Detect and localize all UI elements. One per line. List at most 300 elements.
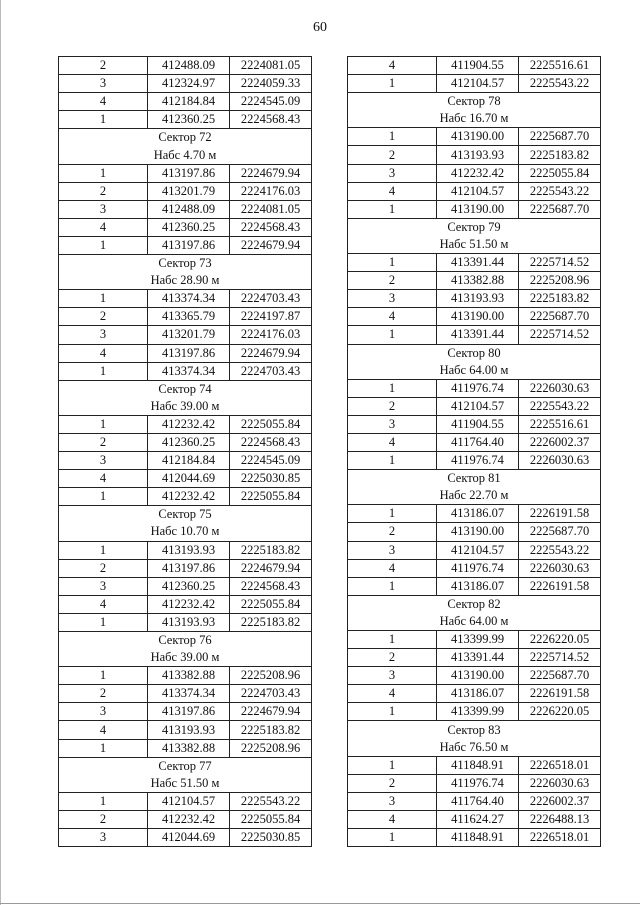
sector-title: Сектор 82 xyxy=(348,595,601,613)
coordinates-table-right xyxy=(347,56,601,847)
sector-title: Сектор 75 xyxy=(59,506,312,524)
y-coordinate-cell: 2225687.70 xyxy=(519,128,601,146)
point-number-cell: 3 xyxy=(348,164,437,182)
x-coordinate-cell: 411764.40 xyxy=(437,433,519,451)
table-row xyxy=(59,308,312,326)
table-row xyxy=(348,290,601,308)
x-coordinate-cell: 412324.97 xyxy=(148,75,230,93)
point-number-cell: 1 xyxy=(348,505,437,523)
y-coordinate-cell: 2225183.82 xyxy=(230,721,312,739)
point-number-cell: 4 xyxy=(348,559,437,577)
point-number-cell: 1 xyxy=(348,254,437,272)
y-coordinate-cell: 2225516.61 xyxy=(519,57,601,75)
sector-height: Набс 22.70 м xyxy=(348,487,601,505)
point-number-cell: 2 xyxy=(59,308,148,326)
y-coordinate-cell: 2224081.05 xyxy=(230,57,312,75)
x-coordinate-cell: 413391.44 xyxy=(437,326,519,344)
table-row xyxy=(59,57,312,75)
point-number-cell: 2 xyxy=(348,523,437,541)
point-number-cell: 1 xyxy=(59,415,148,433)
y-coordinate-cell: 2224679.94 xyxy=(230,236,312,254)
sector-title-row xyxy=(348,93,601,111)
point-number-cell: 1 xyxy=(348,703,437,721)
sector-title: Сектор 77 xyxy=(59,757,312,775)
sector-title-row xyxy=(59,632,312,650)
point-number-cell: 1 xyxy=(59,111,148,129)
sector-title: Сектор 73 xyxy=(59,255,312,273)
sector-title-row xyxy=(59,506,312,524)
sector-title-row xyxy=(59,255,312,273)
point-number-cell: 2 xyxy=(348,272,437,290)
y-coordinate-cell: 2225183.82 xyxy=(230,541,312,559)
x-coordinate-cell: 413197.86 xyxy=(148,164,230,182)
point-number-cell: 3 xyxy=(59,829,148,847)
x-coordinate-cell: 412360.25 xyxy=(148,218,230,236)
point-number-cell: 3 xyxy=(348,792,437,810)
sector-height: Набс 39.00 м xyxy=(59,649,312,667)
x-coordinate-cell: 413186.07 xyxy=(437,685,519,703)
x-coordinate-cell: 412232.42 xyxy=(148,810,230,828)
point-number-cell: 1 xyxy=(59,362,148,380)
x-coordinate-cell: 412044.69 xyxy=(148,829,230,847)
page-number: 60 xyxy=(313,20,327,35)
table-row xyxy=(348,128,601,146)
point-number-cell: 4 xyxy=(348,57,437,75)
y-coordinate-cell: 2225714.52 xyxy=(519,326,601,344)
y-coordinate-cell: 2224703.43 xyxy=(230,685,312,703)
point-number-cell: 1 xyxy=(348,631,437,649)
table-row xyxy=(59,362,312,380)
table-row xyxy=(348,685,601,703)
y-coordinate-cell: 2226002.37 xyxy=(519,792,601,810)
sector-title-row xyxy=(348,344,601,362)
point-number-cell: 2 xyxy=(59,433,148,451)
table-row xyxy=(59,810,312,828)
y-coordinate-cell: 2224703.43 xyxy=(230,290,312,308)
sector-height: Набс 64.00 м xyxy=(348,362,601,380)
x-coordinate-cell: 411976.74 xyxy=(437,379,519,397)
point-number-cell: 1 xyxy=(59,541,148,559)
point-number-cell: 4 xyxy=(59,93,148,111)
table-row xyxy=(348,272,601,290)
y-coordinate-cell: 2225687.70 xyxy=(519,667,601,685)
point-number-cell: 1 xyxy=(59,739,148,757)
table-row xyxy=(59,685,312,703)
table-row xyxy=(348,75,601,93)
point-number-cell: 2 xyxy=(59,182,148,200)
point-number-cell: 4 xyxy=(348,685,437,703)
x-coordinate-cell: 412184.84 xyxy=(148,93,230,111)
y-coordinate-cell: 2225714.52 xyxy=(519,649,601,667)
sector-height-row xyxy=(348,236,601,254)
x-coordinate-cell: 413193.93 xyxy=(437,146,519,164)
point-number-cell: 4 xyxy=(59,470,148,488)
point-number-cell: 2 xyxy=(59,559,148,577)
x-coordinate-cell: 412360.25 xyxy=(148,577,230,595)
table-row xyxy=(59,470,312,488)
point-number-cell: 1 xyxy=(59,792,148,810)
y-coordinate-cell: 2226488.13 xyxy=(519,810,601,828)
y-coordinate-cell: 2224568.43 xyxy=(230,577,312,595)
table-row xyxy=(59,703,312,721)
x-coordinate-cell: 411848.91 xyxy=(437,829,519,847)
table-row xyxy=(59,93,312,111)
x-coordinate-cell: 411976.74 xyxy=(437,774,519,792)
sector-title: Сектор 78 xyxy=(348,93,601,111)
y-coordinate-cell: 2225208.96 xyxy=(519,272,601,290)
x-coordinate-cell: 411904.55 xyxy=(437,57,519,75)
table-row xyxy=(59,164,312,182)
y-coordinate-cell: 2226030.63 xyxy=(519,452,601,470)
x-coordinate-cell: 412104.57 xyxy=(148,792,230,810)
sector-height-row xyxy=(59,272,312,290)
y-coordinate-cell: 2225687.70 xyxy=(519,523,601,541)
point-number-cell: 3 xyxy=(59,703,148,721)
point-number-cell: 1 xyxy=(348,379,437,397)
table-row xyxy=(59,344,312,362)
y-coordinate-cell: 2226191.58 xyxy=(519,577,601,595)
y-coordinate-cell: 2225030.85 xyxy=(230,829,312,847)
sector-height: Набс 51.50 м xyxy=(59,775,312,793)
table-row xyxy=(348,308,601,326)
x-coordinate-cell: 413186.07 xyxy=(437,505,519,523)
sector-title-row xyxy=(348,721,601,739)
page-edge-bottom xyxy=(0,903,640,904)
point-number-cell: 4 xyxy=(348,810,437,828)
sector-title: Сектор 72 xyxy=(59,129,312,147)
x-coordinate-cell: 413197.86 xyxy=(148,344,230,362)
sector-height: Набс 4.70 м xyxy=(59,146,312,164)
sector-title: Сектор 76 xyxy=(59,632,312,650)
table-row xyxy=(59,326,312,344)
x-coordinate-cell: 413193.93 xyxy=(148,541,230,559)
table-row xyxy=(59,218,312,236)
x-coordinate-cell: 413186.07 xyxy=(437,577,519,595)
y-coordinate-cell: 2225183.82 xyxy=(230,613,312,631)
x-coordinate-cell: 411764.40 xyxy=(437,792,519,810)
sector-height-row xyxy=(59,649,312,667)
point-number-cell: 1 xyxy=(348,200,437,218)
y-coordinate-cell: 2224679.94 xyxy=(230,703,312,721)
table-row xyxy=(348,559,601,577)
sector-title-row xyxy=(348,218,601,236)
point-number-cell: 1 xyxy=(348,756,437,774)
point-number-cell: 2 xyxy=(348,649,437,667)
table-row xyxy=(348,452,601,470)
x-coordinate-cell: 413382.88 xyxy=(148,667,230,685)
table-row xyxy=(348,829,601,847)
sector-height: Набс 16.70 м xyxy=(348,110,601,128)
table-row xyxy=(59,595,312,613)
point-number-cell: 1 xyxy=(348,326,437,344)
point-number-cell: 1 xyxy=(59,164,148,182)
point-number-cell: 1 xyxy=(348,128,437,146)
sector-height-row xyxy=(348,739,601,757)
sector-title: Сектор 83 xyxy=(348,721,601,739)
x-coordinate-cell: 413374.34 xyxy=(148,685,230,703)
point-number-cell: 2 xyxy=(59,810,148,828)
point-number-cell: 4 xyxy=(59,218,148,236)
x-coordinate-cell: 412360.25 xyxy=(148,111,230,129)
table-row xyxy=(348,397,601,415)
x-coordinate-cell: 412104.57 xyxy=(437,182,519,200)
sector-height-row xyxy=(348,613,601,631)
x-coordinate-cell: 413399.99 xyxy=(437,703,519,721)
y-coordinate-cell: 2226030.63 xyxy=(519,559,601,577)
coordinates-table-left xyxy=(58,56,312,847)
table-row xyxy=(348,254,601,272)
y-coordinate-cell: 2226191.58 xyxy=(519,685,601,703)
x-coordinate-cell: 413382.88 xyxy=(148,739,230,757)
y-coordinate-cell: 2224568.43 xyxy=(230,433,312,451)
sector-title-row xyxy=(59,129,312,147)
table-row xyxy=(59,739,312,757)
table-row xyxy=(348,433,601,451)
y-coordinate-cell: 2225183.82 xyxy=(519,146,601,164)
y-coordinate-cell: 2225687.70 xyxy=(519,200,601,218)
point-number-cell: 2 xyxy=(348,146,437,164)
table-row xyxy=(348,774,601,792)
point-number-cell: 3 xyxy=(348,541,437,559)
table-row xyxy=(59,452,312,470)
x-coordinate-cell: 413197.86 xyxy=(148,559,230,577)
point-number-cell: 3 xyxy=(348,415,437,433)
y-coordinate-cell: 2224059.33 xyxy=(230,75,312,93)
x-coordinate-cell: 412232.42 xyxy=(148,488,230,506)
y-coordinate-cell: 2226002.37 xyxy=(519,433,601,451)
x-coordinate-cell: 412488.09 xyxy=(148,57,230,75)
x-coordinate-cell: 413374.34 xyxy=(148,362,230,380)
table-row xyxy=(348,667,601,685)
table-row xyxy=(59,829,312,847)
y-coordinate-cell: 2224197.87 xyxy=(230,308,312,326)
point-number-cell: 4 xyxy=(348,433,437,451)
table-row xyxy=(348,326,601,344)
y-coordinate-cell: 2225543.22 xyxy=(230,792,312,810)
table-row xyxy=(348,523,601,541)
y-coordinate-cell: 2224545.09 xyxy=(230,452,312,470)
point-number-cell: 1 xyxy=(59,236,148,254)
point-number-cell: 2 xyxy=(59,685,148,703)
sector-height: Набс 64.00 м xyxy=(348,613,601,631)
x-coordinate-cell: 413190.00 xyxy=(437,523,519,541)
x-coordinate-cell: 411904.55 xyxy=(437,415,519,433)
sector-height-row xyxy=(348,110,601,128)
sector-height: Набс 51.50 м xyxy=(348,236,601,254)
y-coordinate-cell: 2224679.94 xyxy=(230,164,312,182)
y-coordinate-cell: 2225208.96 xyxy=(230,667,312,685)
sector-height-row xyxy=(348,487,601,505)
y-coordinate-cell: 2224081.05 xyxy=(230,200,312,218)
y-coordinate-cell: 2224545.09 xyxy=(230,93,312,111)
table-row xyxy=(59,75,312,93)
table-row xyxy=(59,415,312,433)
x-coordinate-cell: 413193.93 xyxy=(437,290,519,308)
table-row xyxy=(59,200,312,218)
point-number-cell: 1 xyxy=(59,290,148,308)
x-coordinate-cell: 413374.34 xyxy=(148,290,230,308)
x-coordinate-cell: 413365.79 xyxy=(148,308,230,326)
y-coordinate-cell: 2225055.84 xyxy=(230,595,312,613)
x-coordinate-cell: 413190.00 xyxy=(437,200,519,218)
x-coordinate-cell: 413197.86 xyxy=(148,236,230,254)
point-number-cell: 3 xyxy=(348,290,437,308)
sector-height-row xyxy=(59,398,312,416)
point-number-cell: 4 xyxy=(59,595,148,613)
point-number-cell: 4 xyxy=(348,182,437,200)
x-coordinate-cell: 411976.74 xyxy=(437,559,519,577)
y-coordinate-cell: 2225208.96 xyxy=(230,739,312,757)
point-number-cell: 1 xyxy=(348,75,437,93)
y-coordinate-cell: 2224679.94 xyxy=(230,344,312,362)
point-number-cell: 1 xyxy=(59,488,148,506)
y-coordinate-cell: 2225687.70 xyxy=(519,308,601,326)
table-row xyxy=(348,756,601,774)
y-coordinate-cell: 2225183.82 xyxy=(519,290,601,308)
point-number-cell: 2 xyxy=(348,774,437,792)
point-number-cell: 2 xyxy=(348,397,437,415)
table-row xyxy=(59,667,312,685)
x-coordinate-cell: 412104.57 xyxy=(437,75,519,93)
y-coordinate-cell: 2225516.61 xyxy=(519,415,601,433)
y-coordinate-cell: 2225543.22 xyxy=(519,75,601,93)
table-row xyxy=(348,703,601,721)
table-row xyxy=(348,146,601,164)
sector-title-row xyxy=(348,595,601,613)
point-number-cell: 3 xyxy=(348,667,437,685)
x-coordinate-cell: 412360.25 xyxy=(148,433,230,451)
x-coordinate-cell: 412232.42 xyxy=(437,164,519,182)
y-coordinate-cell: 2225030.85 xyxy=(230,470,312,488)
y-coordinate-cell: 2225543.22 xyxy=(519,541,601,559)
sector-height: Набс 76.50 м xyxy=(348,739,601,757)
table-row xyxy=(348,577,601,595)
x-coordinate-cell: 413201.79 xyxy=(148,326,230,344)
table-row xyxy=(59,111,312,129)
point-number-cell: 1 xyxy=(59,667,148,685)
x-coordinate-cell: 411848.91 xyxy=(437,756,519,774)
sector-title: Сектор 74 xyxy=(59,380,312,398)
sector-title-row xyxy=(59,757,312,775)
sector-height: Набс 28.90 м xyxy=(59,272,312,290)
table-row xyxy=(59,721,312,739)
y-coordinate-cell: 2226518.01 xyxy=(519,756,601,774)
table-row xyxy=(348,631,601,649)
x-coordinate-cell: 413193.93 xyxy=(148,613,230,631)
table-row xyxy=(348,379,601,397)
x-coordinate-cell: 413190.00 xyxy=(437,128,519,146)
x-coordinate-cell: 413190.00 xyxy=(437,667,519,685)
x-coordinate-cell: 413382.88 xyxy=(437,272,519,290)
table-row xyxy=(348,164,601,182)
table-row xyxy=(348,200,601,218)
table-row xyxy=(59,488,312,506)
sector-height-row xyxy=(59,775,312,793)
point-number-cell: 1 xyxy=(348,829,437,847)
x-coordinate-cell: 413190.00 xyxy=(437,308,519,326)
table-row xyxy=(59,613,312,631)
table-row xyxy=(59,433,312,451)
x-coordinate-cell: 412232.42 xyxy=(148,595,230,613)
y-coordinate-cell: 2226220.05 xyxy=(519,631,601,649)
sector-title: Сектор 80 xyxy=(348,344,601,362)
x-coordinate-cell: 413391.44 xyxy=(437,254,519,272)
y-coordinate-cell: 2226030.63 xyxy=(519,379,601,397)
y-coordinate-cell: 2226030.63 xyxy=(519,774,601,792)
x-coordinate-cell: 412488.09 xyxy=(148,200,230,218)
point-number-cell: 3 xyxy=(59,200,148,218)
table-row xyxy=(59,541,312,559)
sector-height: Набс 39.00 м xyxy=(59,398,312,416)
sector-title-row xyxy=(348,470,601,488)
point-number-cell: 1 xyxy=(348,577,437,595)
page-edge-left xyxy=(0,0,1,905)
table-row xyxy=(348,415,601,433)
sector-height-row xyxy=(348,362,601,380)
point-number-cell: 3 xyxy=(59,75,148,93)
x-coordinate-cell: 412232.42 xyxy=(148,415,230,433)
x-coordinate-cell: 413201.79 xyxy=(148,182,230,200)
x-coordinate-cell: 411624.27 xyxy=(437,810,519,828)
table-row xyxy=(348,649,601,667)
table-row xyxy=(59,792,312,810)
table-row xyxy=(59,182,312,200)
sector-title-row xyxy=(59,380,312,398)
table-row xyxy=(59,577,312,595)
sector-height-row xyxy=(59,146,312,164)
y-coordinate-cell: 2224679.94 xyxy=(230,559,312,577)
y-coordinate-cell: 2226191.58 xyxy=(519,505,601,523)
table-row xyxy=(348,792,601,810)
point-number-cell: 4 xyxy=(59,721,148,739)
y-coordinate-cell: 2224568.43 xyxy=(230,111,312,129)
y-coordinate-cell: 2225055.84 xyxy=(519,164,601,182)
x-coordinate-cell: 413197.86 xyxy=(148,703,230,721)
y-coordinate-cell: 2225055.84 xyxy=(230,415,312,433)
sector-height: Набс 10.70 м xyxy=(59,523,312,541)
x-coordinate-cell: 413193.93 xyxy=(148,721,230,739)
table-row xyxy=(348,810,601,828)
x-coordinate-cell: 413391.44 xyxy=(437,649,519,667)
y-coordinate-cell: 2224176.03 xyxy=(230,182,312,200)
table-row xyxy=(59,559,312,577)
table-row xyxy=(348,505,601,523)
table-row xyxy=(59,236,312,254)
table-row xyxy=(348,182,601,200)
y-coordinate-cell: 2226518.01 xyxy=(519,829,601,847)
y-coordinate-cell: 2225055.84 xyxy=(230,810,312,828)
x-coordinate-cell: 412044.69 xyxy=(148,470,230,488)
x-coordinate-cell: 412104.57 xyxy=(437,397,519,415)
point-number-cell: 4 xyxy=(348,308,437,326)
x-coordinate-cell: 412184.84 xyxy=(148,452,230,470)
point-number-cell: 3 xyxy=(59,326,148,344)
table-row xyxy=(348,57,601,75)
y-coordinate-cell: 2225543.22 xyxy=(519,182,601,200)
y-coordinate-cell: 2224568.43 xyxy=(230,218,312,236)
y-coordinate-cell: 2225714.52 xyxy=(519,254,601,272)
y-coordinate-cell: 2225055.84 xyxy=(230,488,312,506)
y-coordinate-cell: 2225543.22 xyxy=(519,397,601,415)
y-coordinate-cell: 2224176.03 xyxy=(230,326,312,344)
table-row xyxy=(59,290,312,308)
x-coordinate-cell: 412104.57 xyxy=(437,541,519,559)
point-number-cell: 3 xyxy=(59,577,148,595)
table-row xyxy=(348,541,601,559)
point-number-cell: 1 xyxy=(59,613,148,631)
x-coordinate-cell: 411976.74 xyxy=(437,452,519,470)
y-coordinate-cell: 2226220.05 xyxy=(519,703,601,721)
